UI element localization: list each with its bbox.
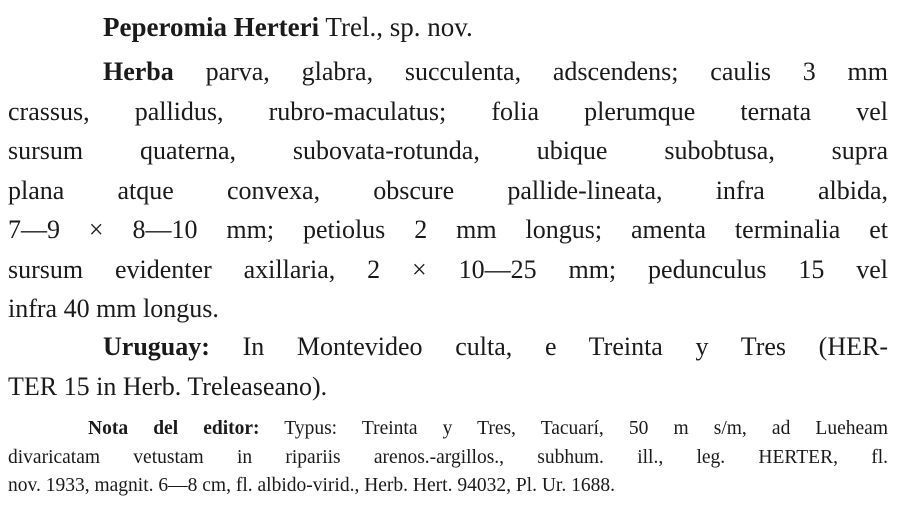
editor-note	[8, 415, 888, 501]
note-line-1: Nota del editor: Typus: Treinta y Tres, Tacuarí, 50 m s/m, ad Lueheam	[88, 418, 888, 439]
species-author: Trel., sp. nov.	[325, 12, 473, 42]
description-line-3: sursum quaterna, subovata-rotunda, ubique subobtusa, supra	[8, 136, 888, 165]
locality-lead: Uruguay:	[103, 332, 210, 361]
locality-continuation	[8, 367, 888, 407]
locality-line-1: Uruguay: In Montevideo culta, e Treinta y Tres (HER-	[103, 332, 888, 361]
description-line-7: infra 40 mm longus.	[8, 294, 219, 323]
species-name: Peperomia Herteri	[103, 12, 320, 42]
locality-paragraph	[8, 327, 888, 406]
description-continuation	[8, 92, 888, 329]
note-continuation	[8, 444, 888, 501]
description-line-2: crassus, pallidus, rubro-maculatus; folia plerumque ternata vel	[8, 96, 888, 126]
description-line-5: 7—9 × 8—10 mm; petiolus 2 mm longus; amenta terminalia et	[8, 215, 888, 244]
note-line-3: nov. 1933, magnit. 6—8 cm, fl. albido-virid., Herb. Hert. 94032, Pl. Ur. 1688.	[8, 475, 615, 496]
description-line-4: plana atque convexa, obscure pallide-lineata, infra albida,	[8, 175, 888, 205]
note-line-2: divaricatam vetustam in ripariis arenos.-argillos., subhum. ill., leg. HERTER, fl.	[8, 446, 888, 468]
species-heading	[103, 10, 473, 44]
note-lead: Nota del editor:	[88, 418, 260, 439]
species-description	[8, 52, 888, 329]
description-lead: Herba	[103, 57, 174, 86]
description-line-1: Herba parva, glabra, succulenta, adscendens; caulis 3 mm	[103, 57, 888, 86]
description-line-6: sursum evidenter axillaria, 2 × 10—25 mm; pedunculus 15 vel	[8, 254, 888, 284]
locality-line-2: TER 15 in Herb. Treleaseano).	[8, 371, 328, 401]
